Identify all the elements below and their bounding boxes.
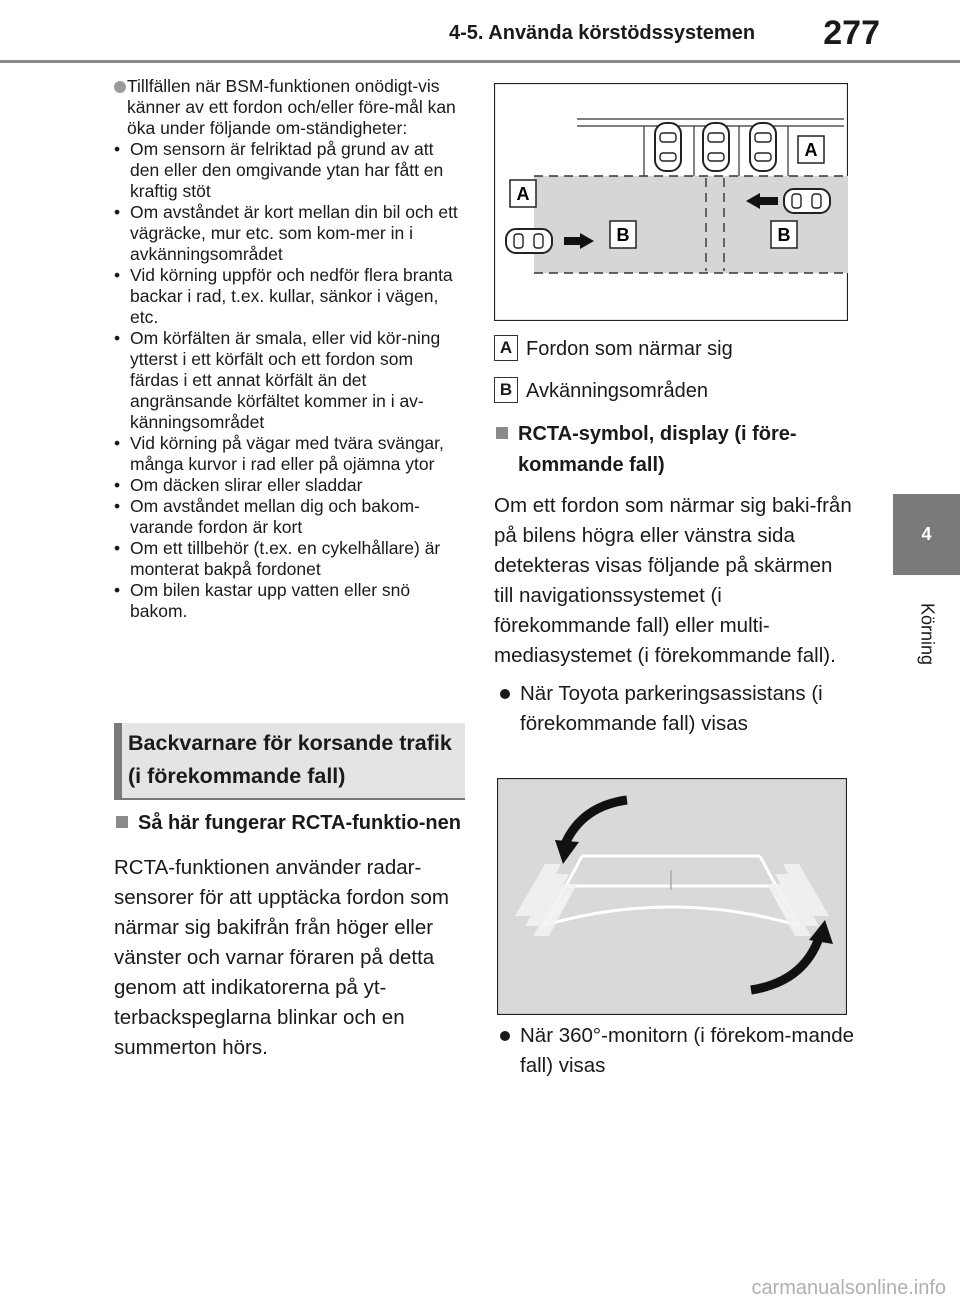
list-item: • Om körfälten är smala, eller vid kör-ning ytterst i ett körfält och ett fordon som färdas i ett annat körfält än det angränsande körfältet kommer in i av-känningsområdet [114,328,466,433]
list-item: • Vid körning på vägar med tvära svängar, många kurvor i rad eller på ojämna ytor [114,433,466,475]
chapter-label [897,594,957,674]
legend-text: Fordon som närmar sig [526,338,733,360]
parked-car-icon [750,123,776,171]
legend-key: B [494,377,518,403]
subheading-text: Så här fungerar RCTA-funktio-nen [138,812,461,834]
intro-text: Tillfällen när BSM-funktionen onödigt-vis känner av ett fordon och/eller före-mål kan öka under följande om-ständigheter: [127,76,456,138]
how-it-works-block [114,808,466,1063]
chapter-label-text: Körning [917,602,938,666]
subheading [494,419,854,481]
list-item: • Om ett tillbehör (t.ex. en cykelhållare) är monterat bakpå fordonet [114,538,466,580]
parking-assist-display-diagram [497,778,847,1015]
approaching-car-right-icon [784,189,830,213]
bullet-dot-icon [500,1031,510,1041]
display-item-text: När 360°-monitorn (i förekom-mande fall) visas [520,1024,855,1077]
display-item [494,1021,880,1081]
list-item: • Vid körning uppför och nedför flera branta backar i rad, t.ex. kullar, sänkor i vägen, etc. [114,265,466,328]
legend-key: A [494,335,518,361]
label-a: A [804,140,818,160]
label-b-box [771,221,797,248]
list-item: • Om däcken slirar eller sladdar [114,475,466,496]
label-a: A [516,184,530,204]
label-b-box [610,221,636,248]
section-heading: Backvarnare för korsande trafik (i förekommande fall) [128,731,452,788]
display-item-text: När Toyota parkeringsassistans (i förekommande fall) visas [520,682,823,735]
section-heading-box [114,723,465,800]
intro-block [114,76,466,622]
bullet-circle-icon [114,81,126,93]
parked-car-icon [655,123,681,171]
label-a-box [798,136,824,163]
rcta-detection-diagram [494,83,848,321]
condition-list [114,139,466,622]
list-item: • Om avståndet mellan dig och bakom-varande fordon är kort [114,496,466,538]
how-it-works-body: RCTA-funktionen använder radar-sensorer för att upptäcka fordon som närmar sig bakifrån från höger eller vänster och varnar föraren på detta genom att indikatorerna på yt-terbackspeglarna blinkar och en summerton hörs. [114,856,450,1059]
parked-car-icon [703,123,729,171]
display-item [494,679,854,739]
bullet-dot-icon [500,689,510,699]
list-item: • Om bilen kastar upp vatten eller snö bakom. [114,580,466,622]
legend-item-a [494,335,854,365]
label-b: B [616,225,630,245]
section-heading-bar [114,723,122,798]
intro-paragraph [114,76,466,139]
watermark: carmanualsonline.info [751,1277,946,1299]
list-item: • Om avståndet är kort mellan din bil och ett vägräcke, mur etc. som kom-mer in i avkänningsområdet [114,202,466,265]
label-a-box [510,180,536,207]
subheading-text: RCTA-symbol, display (i före-kommande fall) [518,423,797,476]
page-number: 277 [823,14,880,52]
list-item: • Om sensorn är felriktad på grund av att den eller den omgivande ytan har fått en kraftig stöt [114,139,466,202]
chapter-tab: 4 [893,494,960,575]
approaching-car-left-icon [506,229,552,253]
square-bullet-icon [496,427,508,439]
legend-item-b [494,377,854,407]
subheading [114,808,466,839]
label-b: B [777,225,791,245]
square-bullet-icon [116,816,128,828]
header-divider [0,60,960,63]
right-column [494,335,854,739]
display-body: Om ett fordon som närmar sig baki-från på bilens högra eller vänstra sida detekteras visas följande på skärmen till navigationssystemet (i förekommande fall) eller multi-mediasystemet (i förekommande fall). [494,494,852,667]
page-title: 4-5. Använda körstödssystemen [449,22,756,44]
legend-text: Avkänningsområden [526,380,708,402]
